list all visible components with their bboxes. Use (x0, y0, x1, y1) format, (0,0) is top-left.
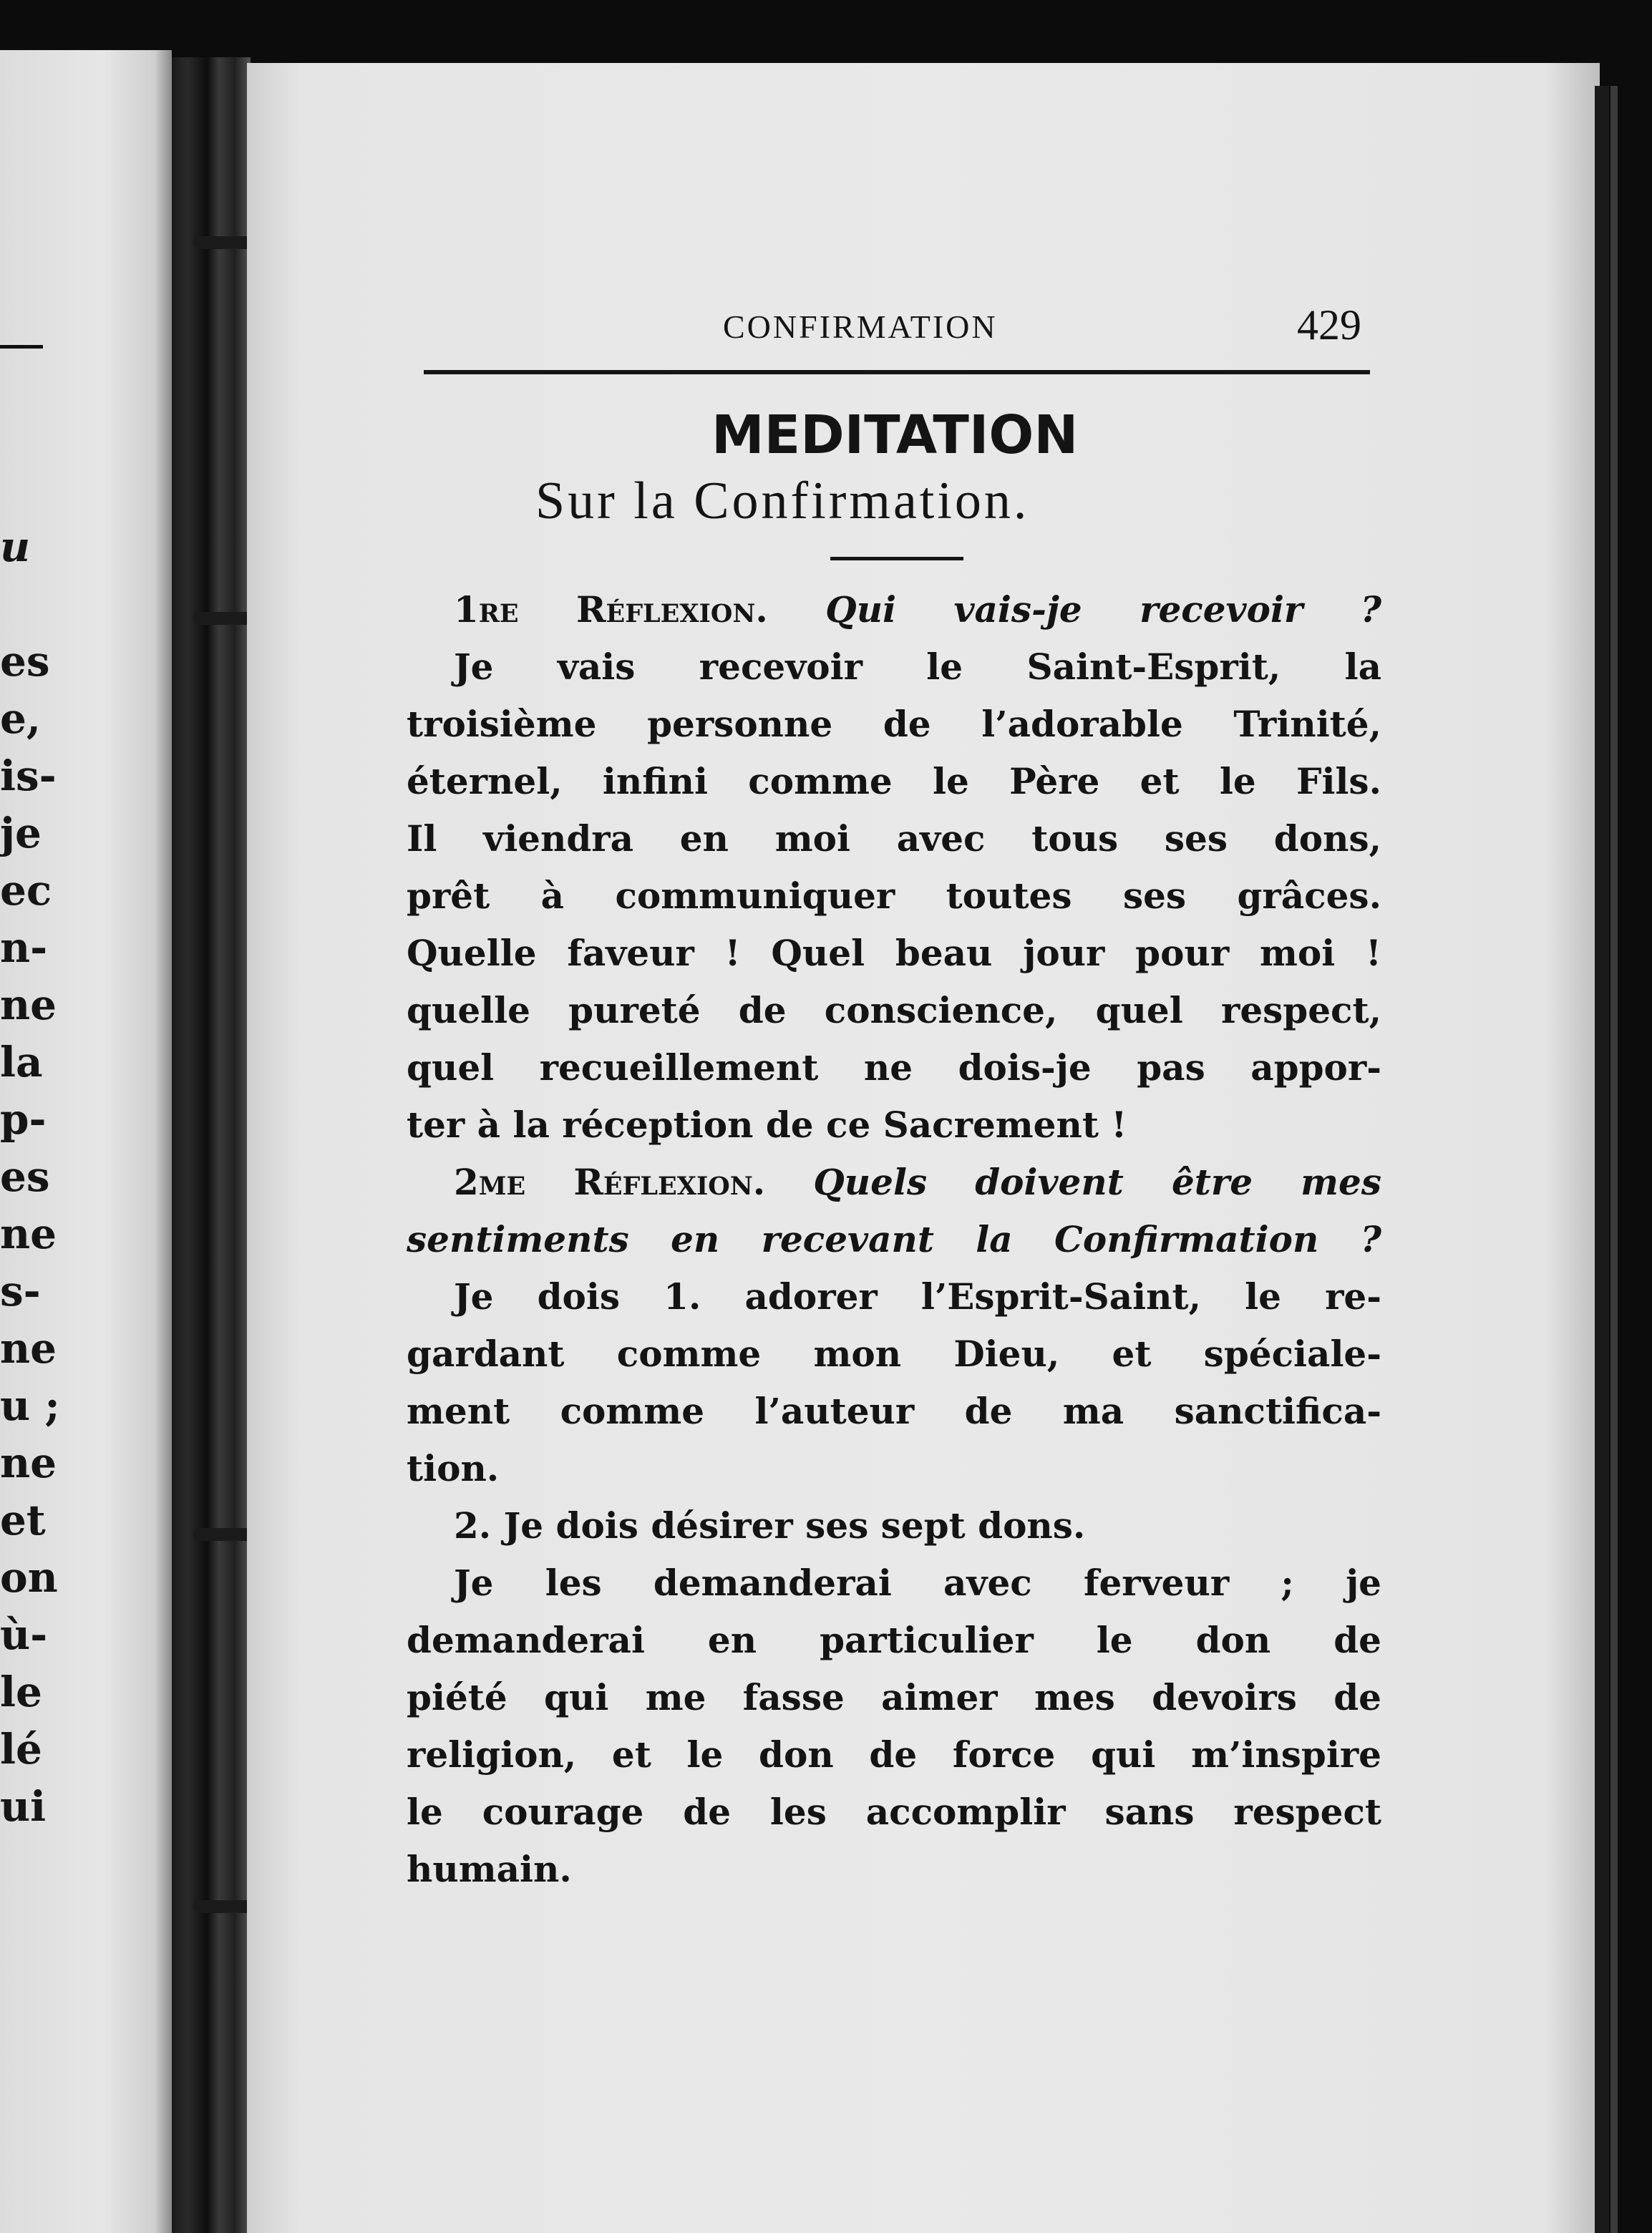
left-page-fragment: es (0, 1152, 50, 1201)
text-line (407, 1440, 1381, 1497)
text-segment: demanderai en particulier le don de (407, 1619, 1381, 1661)
left-page-fragment: ne (0, 1324, 57, 1373)
left-page-fragment: u (0, 522, 31, 571)
text-line (407, 1211, 1381, 1268)
text-line (407, 810, 1381, 867)
text-segment: humain. (407, 1848, 572, 1890)
text-segment: ter à la réception de ce Sacrement ! (407, 1104, 1127, 1146)
left-page-text-fragments (0, 0, 172, 2183)
left-page-fragment: la (0, 1038, 43, 1086)
text-line (407, 1841, 1381, 1898)
left-page-fragment: ne (0, 1210, 57, 1258)
left-page-fragment: ù- (0, 1610, 48, 1659)
text-segment: religion, et le don de force qui m’inspire (407, 1733, 1381, 1776)
left-page-fragment: n- (0, 923, 48, 972)
text-segment: Il viendra en moi avec tous ses dons, (407, 817, 1381, 860)
text-segment: Je dois 1. adorer l’Esprit-Saint, le re- (454, 1275, 1381, 1318)
text-line (407, 1555, 1381, 1612)
left-page-fragment: ui (0, 1782, 47, 1831)
text-segment: 2. Je dois désirer ses sept dons. (454, 1504, 1086, 1547)
text-line (407, 581, 1381, 638)
left-page-fragment: ne (0, 981, 57, 1029)
text-line (407, 867, 1381, 925)
text-line (407, 1612, 1381, 1669)
text-line (407, 982, 1381, 1039)
reflexion-heading: 1re Réflexion. (454, 588, 768, 631)
text-segment: Quelle faveur ! Quel beau jour pour moi ! (407, 932, 1381, 974)
text-line (407, 1784, 1381, 1841)
text-line (407, 696, 1381, 753)
text-line (407, 925, 1381, 982)
text-segment: gardant comme mon Dieu, et spéciale- (407, 1333, 1381, 1375)
text-segment: éternel, infini comme le Père et le Fils. (407, 760, 1381, 802)
text-segment: piété qui me fasse aimer mes devoirs de (407, 1676, 1381, 1718)
text-line (407, 1039, 1381, 1096)
left-page-fragment: ec (0, 866, 52, 915)
text-segment: Je les demanderai avec ferveur ; je (454, 1562, 1381, 1604)
left-page-fragment: lé (0, 1725, 42, 1774)
text-line (407, 1268, 1381, 1325)
left-page-fragment: et (0, 1496, 46, 1544)
left-page-fragment: ne (0, 1439, 57, 1487)
text-line (407, 638, 1381, 696)
meditation-title: MEDITATION (711, 404, 1079, 466)
left-page-fragment: je (0, 809, 42, 857)
text-segment: prêt à communiquer toutes ses grâces. (407, 875, 1381, 917)
left-page-fragment: es (0, 637, 50, 686)
text-segment: ment comme l’auteur de ma sanctifica- (407, 1390, 1381, 1432)
left-page-fragment: u ; (0, 1381, 60, 1430)
meditation-subtitle: Sur la Confirmation. (535, 472, 1030, 530)
text-segment: le courage de les accomplir sans respect (407, 1791, 1381, 1833)
page-number: 429 (1297, 301, 1361, 349)
text-line (407, 1383, 1381, 1440)
text-line (407, 753, 1381, 810)
reflexion-question: Qui vais-je recevoir ? (767, 588, 1381, 631)
text-segment: quel recueillement ne dois-je pas appor- (407, 1046, 1381, 1089)
text-line (407, 1325, 1381, 1383)
text-segment: quelle pureté de conscience, quel respect, (407, 989, 1381, 1031)
left-page-fragment: e, (0, 694, 42, 743)
text-segment: Je vais recevoir le Saint-Esprit, la (454, 646, 1381, 688)
left-page-fragment: s- (0, 1267, 41, 1315)
text-line (407, 1497, 1381, 1555)
reflexion-question: sentiments en recevant la Confirmation ? (407, 1218, 1381, 1260)
title-divider (830, 557, 963, 560)
page-edge (1595, 86, 1609, 2233)
text-line (407, 1726, 1381, 1784)
text-line (407, 1154, 1381, 1211)
text-line (407, 1669, 1381, 1726)
text-segment: tion. (407, 1447, 500, 1489)
page-edge-shadow (1610, 86, 1618, 2233)
meditation-body (407, 581, 1381, 1898)
reflexion-question: Quels doivent être mes (765, 1161, 1381, 1203)
header-rule (424, 370, 1370, 374)
text-line (407, 1096, 1381, 1154)
text-segment: troisième personne de l’adorable Trinité, (407, 703, 1381, 745)
left-page-fragment: p- (0, 1095, 47, 1144)
reflexion-heading: 2me Réflexion. (454, 1161, 766, 1203)
left-page-fragment: on (0, 1553, 58, 1602)
running-head: CONFIRMATION (723, 308, 998, 345)
left-page-fragment: is- (0, 751, 57, 800)
left-page-fragment: le (0, 1668, 42, 1716)
